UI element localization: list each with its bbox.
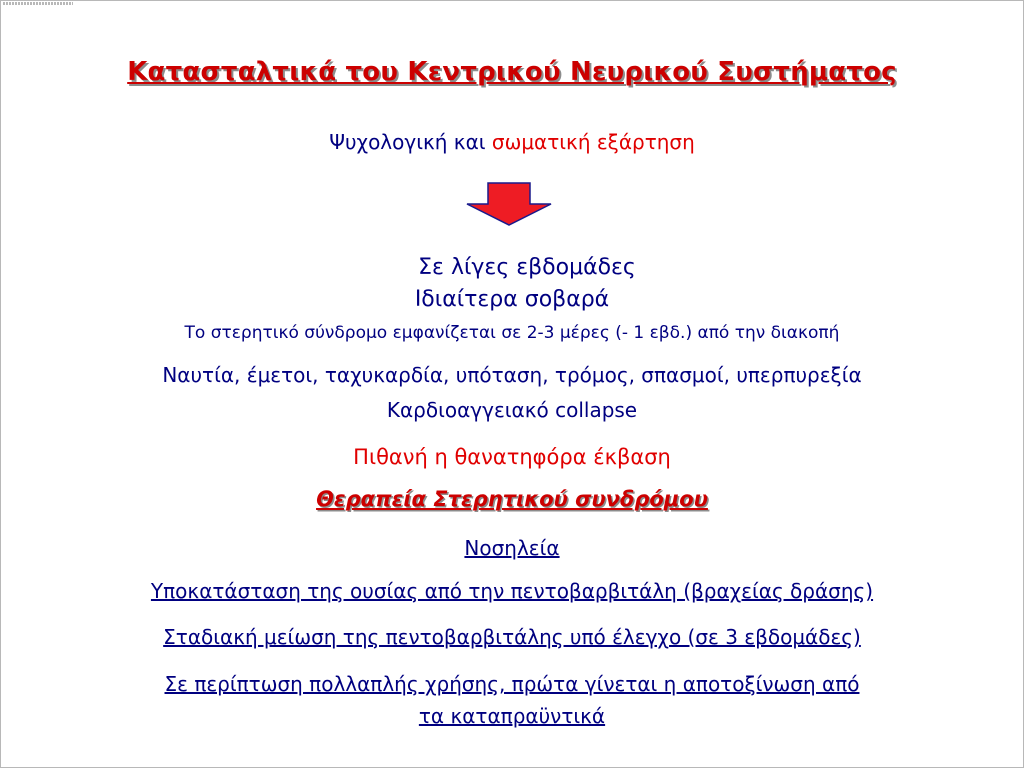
multi-use-link-line2[interactable]: τα καταπραϋντικά [418,704,606,728]
dependence-psychological: Ψυχολογική και [329,130,492,154]
withdrawal-onset: Το στερητικό σύνδρομο εμφανίζεται σε 2-3 μέρες (- 1 εβδ.) από την διακοπή [184,323,840,343]
cardio-collapse: Καρδιοαγγειακό collapse [386,398,638,422]
hospitalization-link[interactable]: Νοσηλεία [464,536,560,560]
dependence-line [1,130,1023,154]
dependence-physical: σωματική εξάρτηση [491,130,695,154]
onset-weeks: Σε λίγες εβδομάδες [418,255,636,280]
therapy-heading: Θεραπεία Στερητικού συνδρόμου [316,487,708,511]
slide-title: Κατασταλτικά του Κεντρικού Νευρικού Συστήματος [127,57,897,87]
substitution-link[interactable]: Υποκατάσταση της ουσίας από την πεντοβαρβιτάλη (βραχείας δράσης) [150,579,874,603]
multi-use-link-line1[interactable]: Σε περίπτωση πολλαπλής χρήσης, πρώτα γίνεται η αποτοξίνωση από [164,672,860,696]
symptoms-list: Ναυτία, έμετοι, ταχυκαρδία, υπόταση, τρόμος, σπασμοί, υπερπυρεξία [162,363,862,387]
corner-mark [3,2,73,5]
severity-note: Ιδιαίτερα σοβαρά [414,287,610,312]
fatal-outcome: Πιθανή η θανατηφόρα έκβαση [353,445,671,469]
down-arrow-icon [466,182,552,226]
tapering-link[interactable]: Σταδιακή μείωση της πεντοβαρβιτάλης υπό έλεγχο (σε 3 εβδομάδες) [163,625,861,649]
